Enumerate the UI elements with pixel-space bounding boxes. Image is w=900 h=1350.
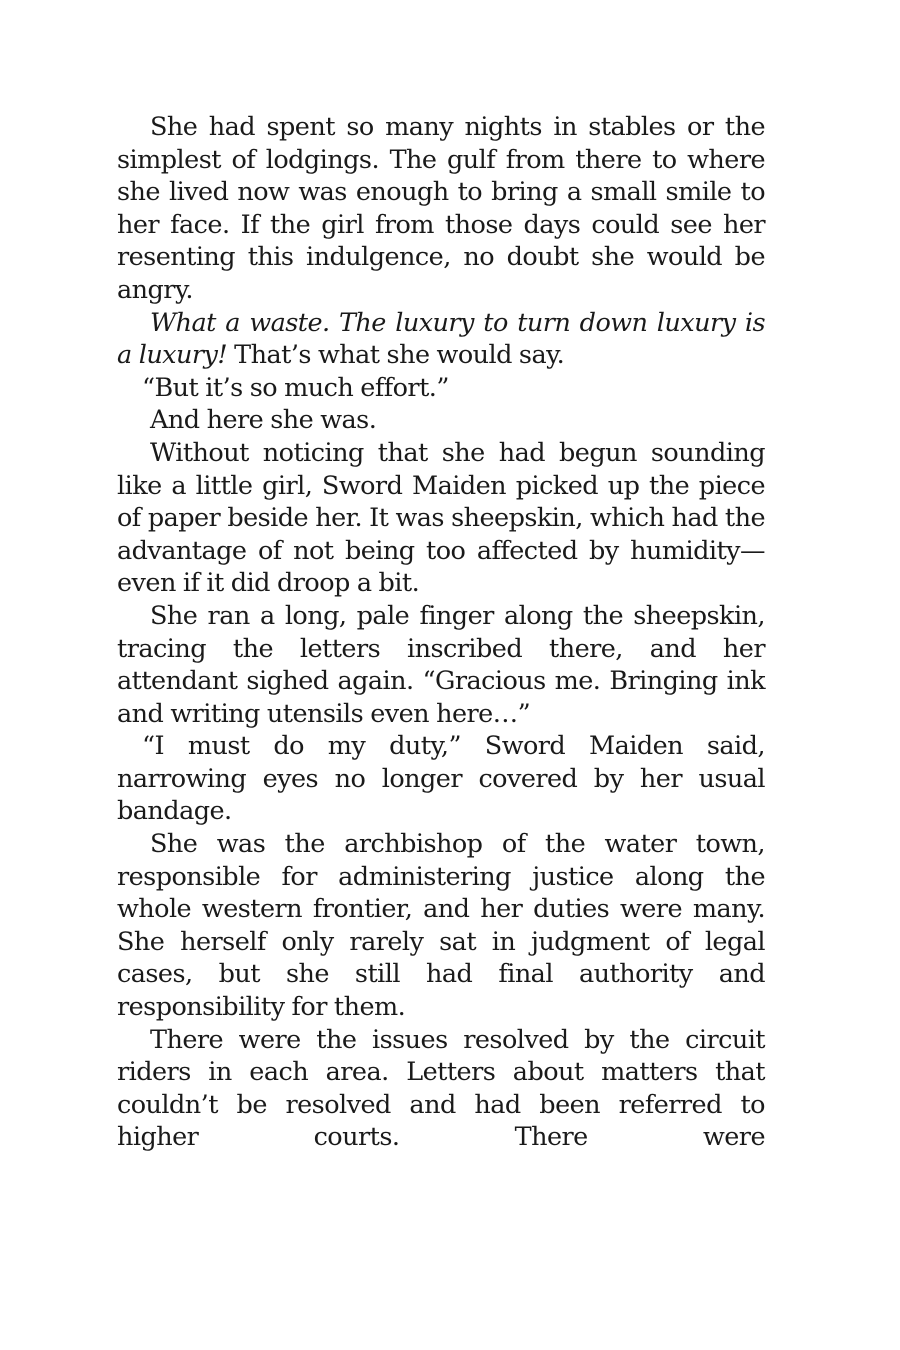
paragraph-text: Without noticing that she had begun sounding like a little girl, Sword Maiden picked up the piece of paper beside her. It was sheepskin, which had the advantage of not being too affected by humidity—even if it did droop a bit. xyxy=(117,437,765,599)
paragraph-tracing-letters xyxy=(117,600,765,730)
paragraph-inner-thought xyxy=(117,307,765,372)
paragraph-text: That’s what she would say. xyxy=(227,340,565,371)
book-page xyxy=(117,111,765,1154)
inner-thought-italic: What a waste. The luxury to turn down luxury is a luxury! xyxy=(117,307,765,371)
paragraph-archbishop xyxy=(117,828,765,1024)
paragraph-text: “But it’s so much effort.” xyxy=(142,372,449,403)
paragraph-circuit-riders xyxy=(117,1024,765,1154)
paragraph-text: She was the archbishop of the water town, responsible for administering justice along the whole western frontier, and her duties were many. She herself only rarely sat in judgment of legal cases, but she still had final authority and responsibility for them. xyxy=(117,829,765,1023)
paragraph-text: She had spent so many nights in stables or the simplest of lodgings. The gulf from there to where she lived now was enough to bring a small smile to her face. If the girl from those days could see her resenting this indulgence, no doubt she would be angry. xyxy=(117,112,765,305)
paragraph-text: There were the issues resolved by the circuit riders in each area. Letters about matters that couldn’t be resolved and had been referred to higher courts. There were xyxy=(117,1024,765,1153)
paragraph-text: She ran a long, pale finger along the sheepskin, tracing the letters inscribed there, and her attendant sighed again. “Gracious me. Bringing ink and writing utensils even here…” xyxy=(117,600,765,729)
paragraph-text: And here she was. xyxy=(150,405,377,436)
paragraph-text: “I must do my duty,” Sword Maiden said, narrowing eyes no longer covered by her usual bandage. xyxy=(117,731,765,827)
paragraph-here-she-was xyxy=(117,404,765,437)
paragraph-sheepskin xyxy=(117,437,765,600)
paragraph-dialogue-effort xyxy=(117,372,765,405)
paragraph-dialogue-duty xyxy=(117,730,765,828)
paragraph-lodgings xyxy=(117,111,765,307)
